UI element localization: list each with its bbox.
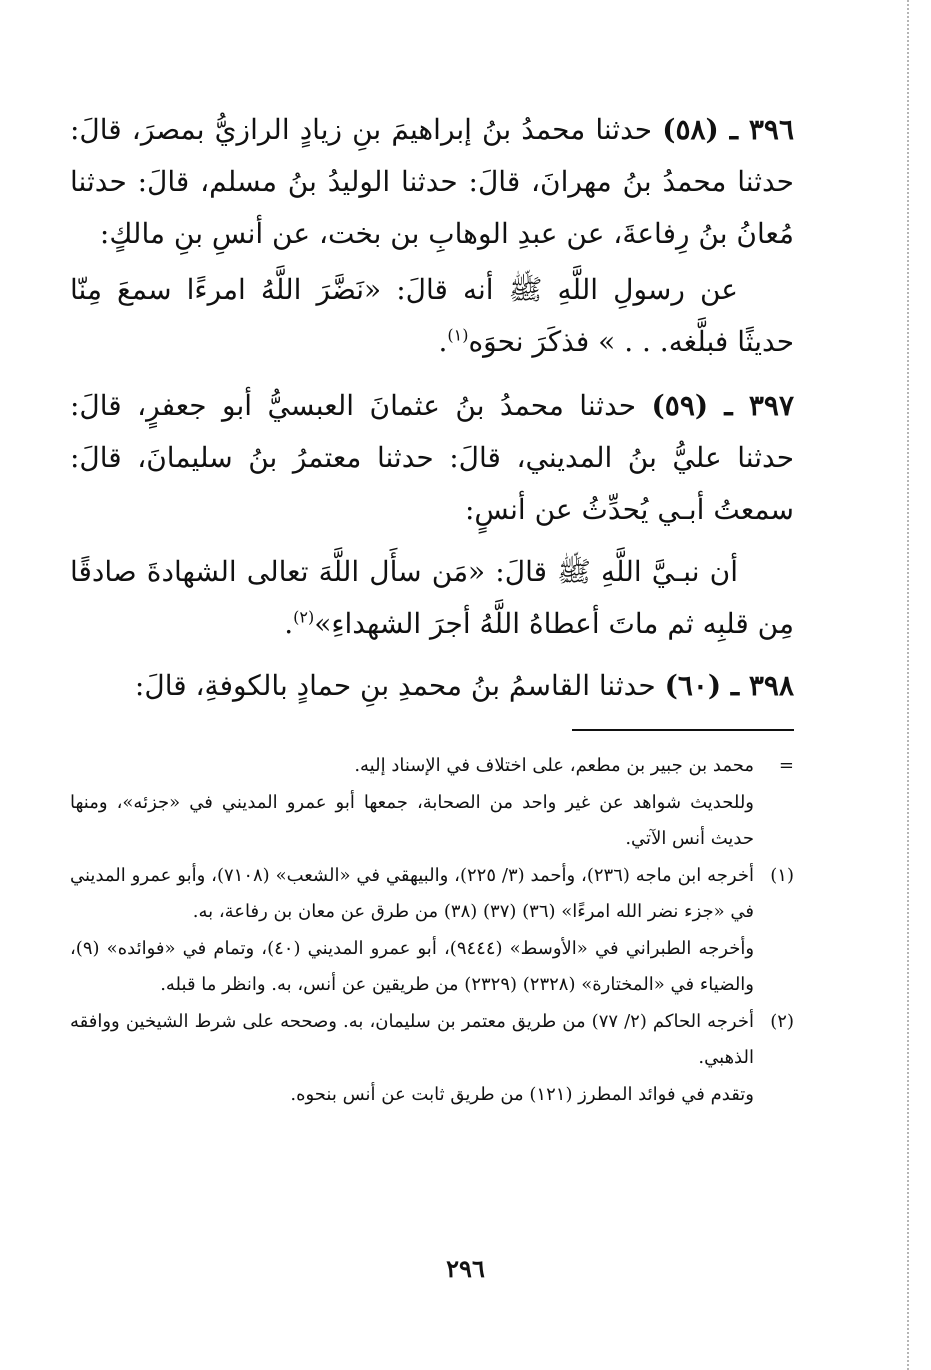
footnote-2-line: أخرجه الحاكم (٢/ ٧٧) من طريق معتمر بن سليمان، به. وصححه على شرط الشيخين ووافقه الذهبي. [70,1010,754,1068]
hadith-397-number: ٣٩٧ ـ (٥٩) [651,389,794,422]
footnote-continuation-marker: = [778,755,794,776]
hadith-398-isnad-text: حدثنا القاسمُ بنُ محمدِ بنِ حمادٍ بالكوفةِ، قالَ: [134,669,656,702]
hadith-396-isnad [70,104,794,260]
hadith-397-isnad [70,380,794,536]
hadith-396-matn [70,264,794,368]
footnotes [70,748,794,1113]
footnote-continuation-line: محمد بن جبير بن مطعم، على اختلاف في الإسناد إليه. [354,755,754,776]
hadith-398-number: ٣٩٨ ـ (٦٠) [664,669,794,702]
hadith-397-matn [70,546,794,650]
hadith-397-matn-text: أن نبـيَّ اللَّهِ ﷺ قالَ: «مَن سأَل اللَّهَ تعالى الشهادةَ صادقًا مِن قلبِه ثم ماتَ أعطاهُ اللَّهُ أجرَ الشهداءِ» [70,555,794,640]
footnote-continuation-line: وللحديث شواهد عن غير واحد من الصحابة، جمعها أبو عمرو المديني في «جزئه»، ومنها حديث أنس الآتي. [70,791,754,849]
hadith-396-matn-text: عن رسولِ اللَّهِ ﷺ أنه قالَ: «نَضَّرَ اللَّهُ امرءًا سمعَ مِنّا حديثًا فبلَّغه. . . » فذكَرَ نحوَه [70,273,794,358]
page-number: ٢٩٦ [446,1254,485,1283]
footnote-2-marker: (٢) [770,1010,794,1032]
hadith-397-end: . [284,607,294,640]
hadith-398-isnad [70,660,794,712]
hadith-396-end: . [438,325,448,358]
footnote-ref-1: (١) [447,325,469,345]
footnote-2 [70,1004,794,1114]
footnote-1-line: وأخرجه الطبراني في «الأوسط» (٩٤٤٤)، أبو عمرو المديني (٤٠)، وتمام في «فوائده» (٩)، والضياء في «المختارة» (٢٣٢٨) (٢٣٢٩) من طريقين عن أنس، به. وانظر ما قبله. [70,937,755,995]
footnote-2-line: وتقدم في فوائد المطرز (١٢١) من طريق ثابت عن أنس بنحوه. [290,1083,754,1105]
footnote-separator [572,729,794,731]
hadith-396-number: ٣٩٦ ـ (٥٨) [662,113,795,146]
hadith-396-isnad-text: حدثنا محمدُ بنُ إبراهيمَ بنِ زيادٍ الرازيُّ بمصرَ، قالَ: حدثنا محمدُ بنُ مهرانَ، قالَ: حدثنا الوليدُ بنُ مسلم، قالَ: حدثنا مُعانُ بنُ رِفاعةَ، عن عبدِ الوهابِ بن بخت، عن أنسِ بنِ مالكٍ: [70,113,794,250]
footnote-ref-2: (٢) [293,607,315,627]
footnote-continuation [70,748,794,858]
scan-edge-dotted-line [907,0,909,1370]
footnote-1-marker: (١) [770,864,794,886]
hadith-397-isnad-text: حدثنا محمدُ بنُ عثمانَ العبسيُّ أبو جعفرٍ، قالَ: حدثنا عليُّ بنُ المديني، قالَ: حدثنا معتمرُ بنُ سليمانَ، قالَ: سمعتُ أبـي يُحدِّثُ عن أنسٍ: [70,389,794,526]
footnote-1-line: أخرجه ابن ماجه (٢٣٦)، وأحمد (٣/ ٢٢٥)، والبيهقي في «الشعب» (٧١٠٨)، وأبو عمرو المديني في «جزء نضر الله امرءًا» (٣٦) (٣٧) (٣٨) من طرق عن معان بن رفاعة، به. [70,864,754,922]
footnote-1 [70,858,794,1004]
